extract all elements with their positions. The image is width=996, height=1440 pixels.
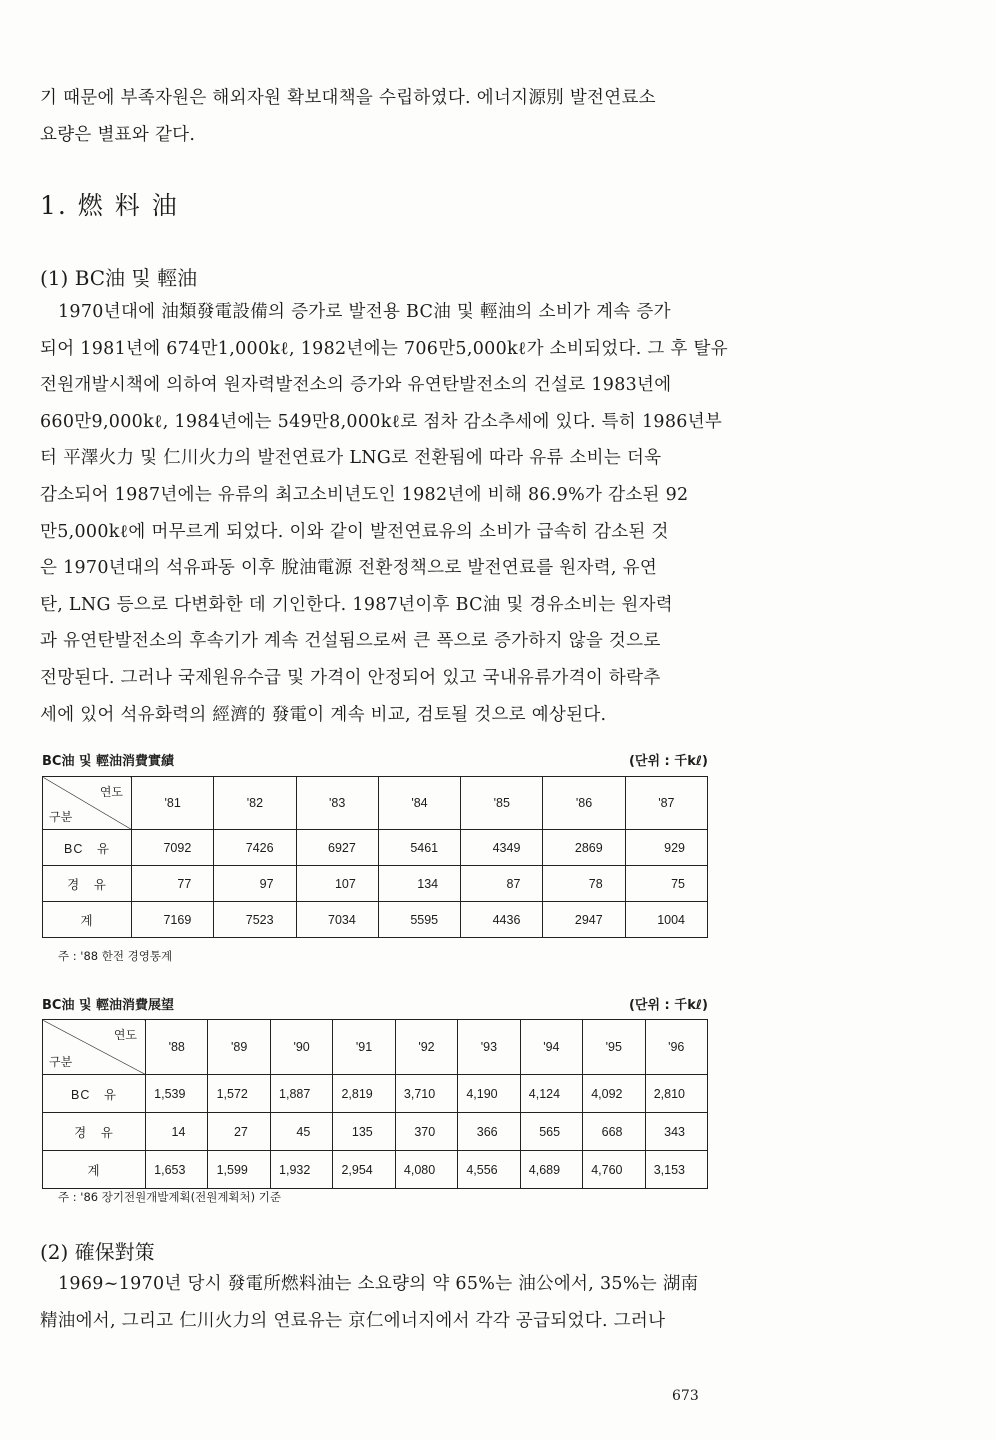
body-paragraph bbox=[40, 1266, 708, 1339]
table-title: BC油 및 輕油消費展望 bbox=[42, 998, 175, 1013]
year-header: '81 bbox=[132, 777, 214, 830]
consumption-forecast-table bbox=[42, 1019, 708, 1189]
table-corner-cell bbox=[43, 1020, 146, 1075]
table-cell: 2,810 bbox=[645, 1075, 708, 1113]
table-cell: 75 bbox=[625, 866, 707, 902]
body-paragraph bbox=[40, 294, 728, 733]
year-header: '89 bbox=[208, 1020, 270, 1075]
text-line: 터 平澤火力 및 仁川火力의 발전연료가 LNG로 전환됨에 따라 유류 소비는 더욱 bbox=[40, 448, 662, 469]
corner-label-category: 구분 bbox=[49, 1055, 73, 1069]
table-cell: 3,153 bbox=[645, 1151, 708, 1189]
text-line: 감소되어 1987년에는 유류의 최고소비년도인 1982년에 비해 86.9%가 감소된 92 bbox=[40, 484, 689, 505]
consumption-results-table bbox=[42, 776, 708, 938]
table-title: BC油 및 輕油消費實績 bbox=[42, 754, 175, 769]
row-label: BC 유 bbox=[43, 830, 132, 866]
subsection-title: (2) 確保對策 bbox=[40, 1240, 155, 1264]
table-cell: 5595 bbox=[378, 902, 460, 938]
table-cell: 4,190 bbox=[458, 1075, 520, 1113]
text-line: 되어 1981년에 674만1,000kℓ, 1982년에는 706만5,000kℓ가 소비되었다. 그 후 탈유 bbox=[40, 338, 728, 359]
year-header: '84 bbox=[378, 777, 460, 830]
table-caption bbox=[42, 750, 708, 769]
table-cell: 5461 bbox=[378, 830, 460, 866]
text-line: 660만9,000kℓ, 1984년에는 549만8,000kℓ로 점차 감소추세에 있다. 특히 1986년부 bbox=[40, 411, 723, 432]
year-header: '90 bbox=[270, 1020, 332, 1075]
table-cell: 2947 bbox=[543, 902, 625, 938]
table-cell: 366 bbox=[458, 1113, 520, 1151]
table-cell: 87 bbox=[461, 866, 543, 902]
year-header: '93 bbox=[458, 1020, 520, 1075]
table-cell: 4436 bbox=[461, 902, 543, 938]
table-cell: 7092 bbox=[132, 830, 214, 866]
table-cell: 3,710 bbox=[395, 1075, 457, 1113]
table-cell: 4,124 bbox=[520, 1075, 582, 1113]
year-header: '83 bbox=[296, 777, 378, 830]
row-label: 계 bbox=[43, 1151, 146, 1189]
text-line: 탄, LNG 등으로 다변화한 데 기인한다. 1987년이후 BC油 및 경유소비는 원자력 bbox=[40, 594, 673, 615]
table-cell: 1,653 bbox=[146, 1151, 208, 1189]
table-cell: 4,689 bbox=[520, 1151, 582, 1189]
table-note: 주 : '86 장기전원개발계획(전원계획처) 기준 bbox=[58, 1190, 282, 1204]
year-header: '95 bbox=[583, 1020, 645, 1075]
table-cell: 27 bbox=[208, 1113, 270, 1151]
year-header: '86 bbox=[543, 777, 625, 830]
corner-label-year: 연도 bbox=[99, 785, 123, 799]
intro-paragraph bbox=[40, 80, 708, 153]
table-cell: 7169 bbox=[132, 902, 214, 938]
table-row bbox=[43, 1113, 708, 1151]
table-cell: 1,539 bbox=[146, 1075, 208, 1113]
table-cell: 1,599 bbox=[208, 1151, 270, 1189]
row-label: BC 유 bbox=[43, 1075, 146, 1113]
text-line: 전망된다. 그러나 국제원유수급 및 가격이 안정되어 있고 국내유류가격이 하락추 bbox=[40, 667, 661, 688]
table-cell: 343 bbox=[645, 1113, 708, 1151]
table-cell: 4,092 bbox=[583, 1075, 645, 1113]
table-cell: 6927 bbox=[296, 830, 378, 866]
table-cell: 7523 bbox=[214, 902, 296, 938]
table-cell: 78 bbox=[543, 866, 625, 902]
corner-label-year: 연도 bbox=[113, 1028, 137, 1042]
table-cell: 77 bbox=[132, 866, 214, 902]
year-header: '91 bbox=[333, 1020, 395, 1075]
table-cell: 1,932 bbox=[270, 1151, 332, 1189]
corner-label-category: 구분 bbox=[49, 810, 73, 824]
table-cell: 4,080 bbox=[395, 1151, 457, 1189]
row-label: 경 유 bbox=[43, 866, 132, 902]
table-row bbox=[43, 902, 708, 938]
table-row bbox=[43, 1151, 708, 1189]
table-cell: 107 bbox=[296, 866, 378, 902]
table-cell: 7426 bbox=[214, 830, 296, 866]
table-cell: 7034 bbox=[296, 902, 378, 938]
table-caption bbox=[42, 994, 708, 1013]
year-header: '94 bbox=[520, 1020, 582, 1075]
year-header: '92 bbox=[395, 1020, 457, 1075]
year-header: '88 bbox=[146, 1020, 208, 1075]
text-line: 세에 있어 석유화력의 經濟的 發電이 계속 비교, 검토될 것으로 예상된다. bbox=[40, 704, 607, 725]
table-unit: (단위 : 千kℓ) bbox=[628, 998, 708, 1013]
year-header: '85 bbox=[461, 777, 543, 830]
text-line: 精油에서, 그리고 仁川火力의 연료유는 京仁에너지에서 각각 공급되었다. 그러나 bbox=[40, 1310, 666, 1331]
table-cell: 97 bbox=[214, 866, 296, 902]
table-cell: 134 bbox=[378, 866, 460, 902]
table-cell: 1,887 bbox=[270, 1075, 332, 1113]
table-cell: 4,760 bbox=[583, 1151, 645, 1189]
year-header: '87 bbox=[625, 777, 707, 830]
table-row bbox=[43, 1075, 708, 1113]
row-label: 계 bbox=[43, 902, 132, 938]
table-cell: 370 bbox=[395, 1113, 457, 1151]
table-cell: 1004 bbox=[625, 902, 707, 938]
page-number: 673 bbox=[672, 1388, 699, 1404]
table-cell: 2869 bbox=[543, 830, 625, 866]
text-line: 1970년대에 油類發電設備의 증가로 발전용 BC油 및 輕油의 소비가 계속 증가 bbox=[58, 302, 671, 322]
table-cell: 2,954 bbox=[333, 1151, 395, 1189]
table-cell: 2,819 bbox=[333, 1075, 395, 1113]
section-title: 1. 燃 料 油 bbox=[40, 191, 179, 220]
text-line: 은 1970년대의 석유파동 이후 脫油電源 전환정책으로 발전연료를 원자력, 유연 bbox=[40, 558, 658, 579]
table-cell: 14 bbox=[146, 1113, 208, 1151]
year-header: '96 bbox=[645, 1020, 708, 1075]
subsection-title: (1) BC油 및 輕油 bbox=[40, 266, 198, 290]
row-label: 경 유 bbox=[43, 1113, 146, 1151]
year-header: '82 bbox=[214, 777, 296, 830]
table-corner-cell bbox=[43, 777, 132, 830]
table-cell: 4349 bbox=[461, 830, 543, 866]
text-line: 요량은 별표와 같다. bbox=[40, 124, 196, 145]
table-cell: 4,556 bbox=[458, 1151, 520, 1189]
table-unit: (단위 : 千kℓ) bbox=[628, 754, 708, 769]
text-line: 기 때문에 부족자원은 해외자원 확보대책을 수립하였다. 에너지源別 발전연료소 bbox=[40, 88, 656, 108]
table-cell: 565 bbox=[520, 1113, 582, 1151]
table-cell: 1,572 bbox=[208, 1075, 270, 1113]
table-note: 주 : '88 한전 경영통계 bbox=[58, 949, 173, 963]
table-cell: 45 bbox=[270, 1113, 332, 1151]
text-line: 1969~1970년 당시 發電所燃料油는 소요량의 약 65%는 油公에서, 35%는 湖南 bbox=[58, 1274, 699, 1294]
text-line: 전원개발시책에 의하여 원자력발전소의 증가와 유연탄발전소의 건설로 1983년에 bbox=[40, 375, 672, 396]
text-line: 과 유연탄발전소의 후속기가 계속 건설됨으로써 큰 폭으로 증가하지 않을 것으로 bbox=[40, 631, 661, 652]
table-cell: 135 bbox=[333, 1113, 395, 1151]
table-row bbox=[43, 830, 708, 866]
table-cell: 668 bbox=[583, 1113, 645, 1151]
text-line: 만5,000kℓ에 머무르게 되었다. 이와 같이 발전연료유의 소비가 급속히 감소된 것 bbox=[40, 521, 669, 542]
table-cell: 929 bbox=[625, 830, 707, 866]
table-row bbox=[43, 866, 708, 902]
